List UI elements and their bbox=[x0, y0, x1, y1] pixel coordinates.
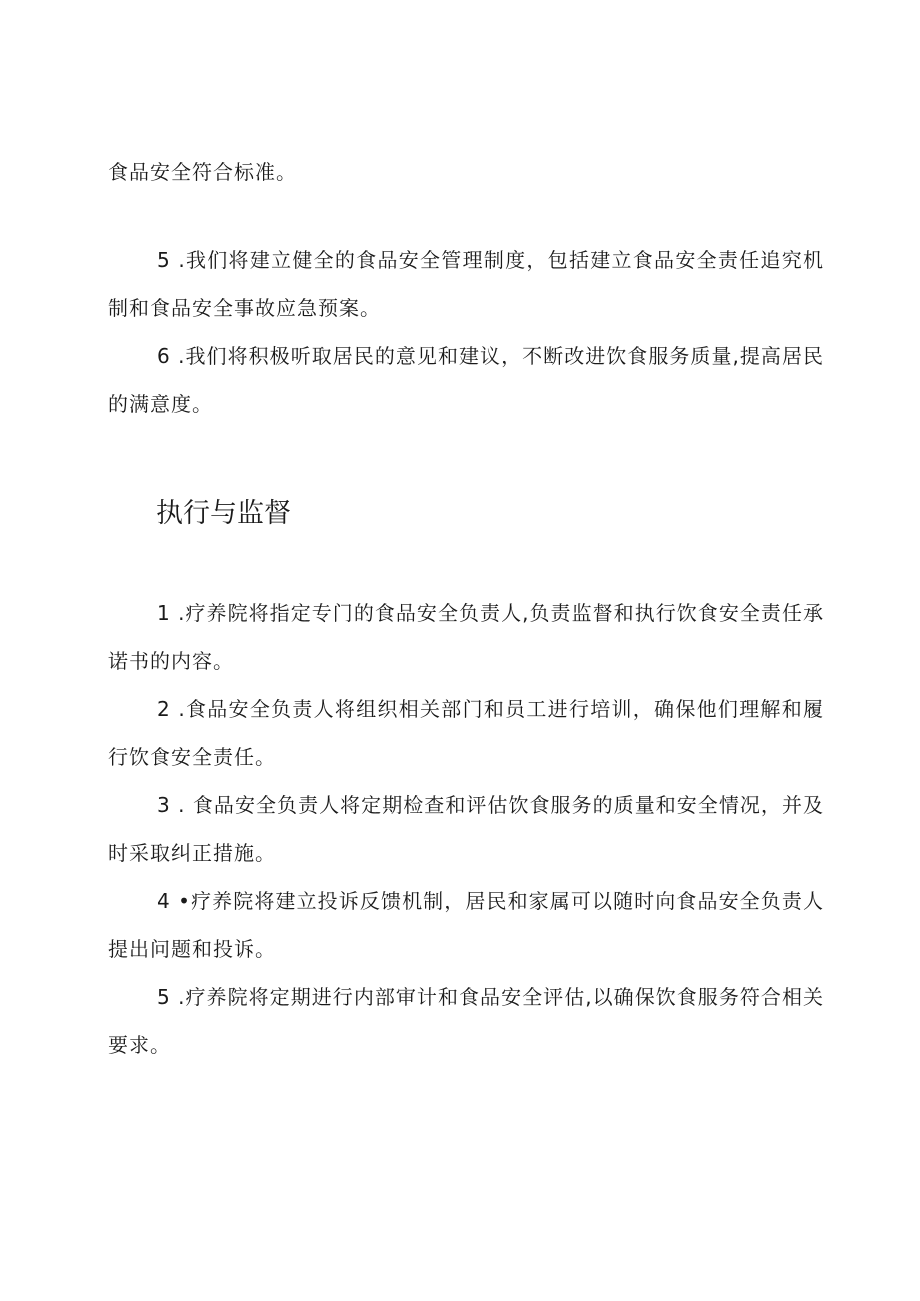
section-heading-execution-supervision: 执行与监督 bbox=[156, 498, 291, 529]
execution-item-1: 1 .疗养院将指定专门的食品安全负责人,负责监督和执行饮食安全责任承诺书的内容。 bbox=[108, 601, 824, 673]
execution-item-2: 2 .食品安全负责人将组织相关部门和员工进行培训，确保他们理解和履行饮食安全责任。 bbox=[108, 697, 824, 769]
paragraph-continuation: 食品安全符合标准。 bbox=[108, 160, 297, 184]
execution-item-5: 5 .疗养院将定期进行内部审计和食品安全评估,以确保饮食服务符合相关要求。 bbox=[108, 985, 824, 1057]
commitment-item-6: 6 .我们将积极听取居民的意见和建议，不断改进饮食服务质量,提高居民的满意度。 bbox=[108, 344, 824, 416]
execution-item-3: 3 . 食品安全负责人将定期检查和评估饮食服务的质量和安全情况，并及时采取纠正措施。 bbox=[108, 793, 824, 865]
paragraph-continuation-block bbox=[108, 148, 824, 196]
commitment-item-5: 5 .我们将建立健全的食品安全管理制度，包括建立食品安全责任追究机制和食品安全事故应急预案。 bbox=[108, 248, 824, 320]
commitment-list bbox=[108, 236, 824, 428]
execution-item-4: 4 •疗养院将建立投诉反馈机制，居民和家属可以随时向食品安全负责人提出问题和投诉。 bbox=[108, 889, 824, 961]
execution-list bbox=[108, 589, 824, 1069]
